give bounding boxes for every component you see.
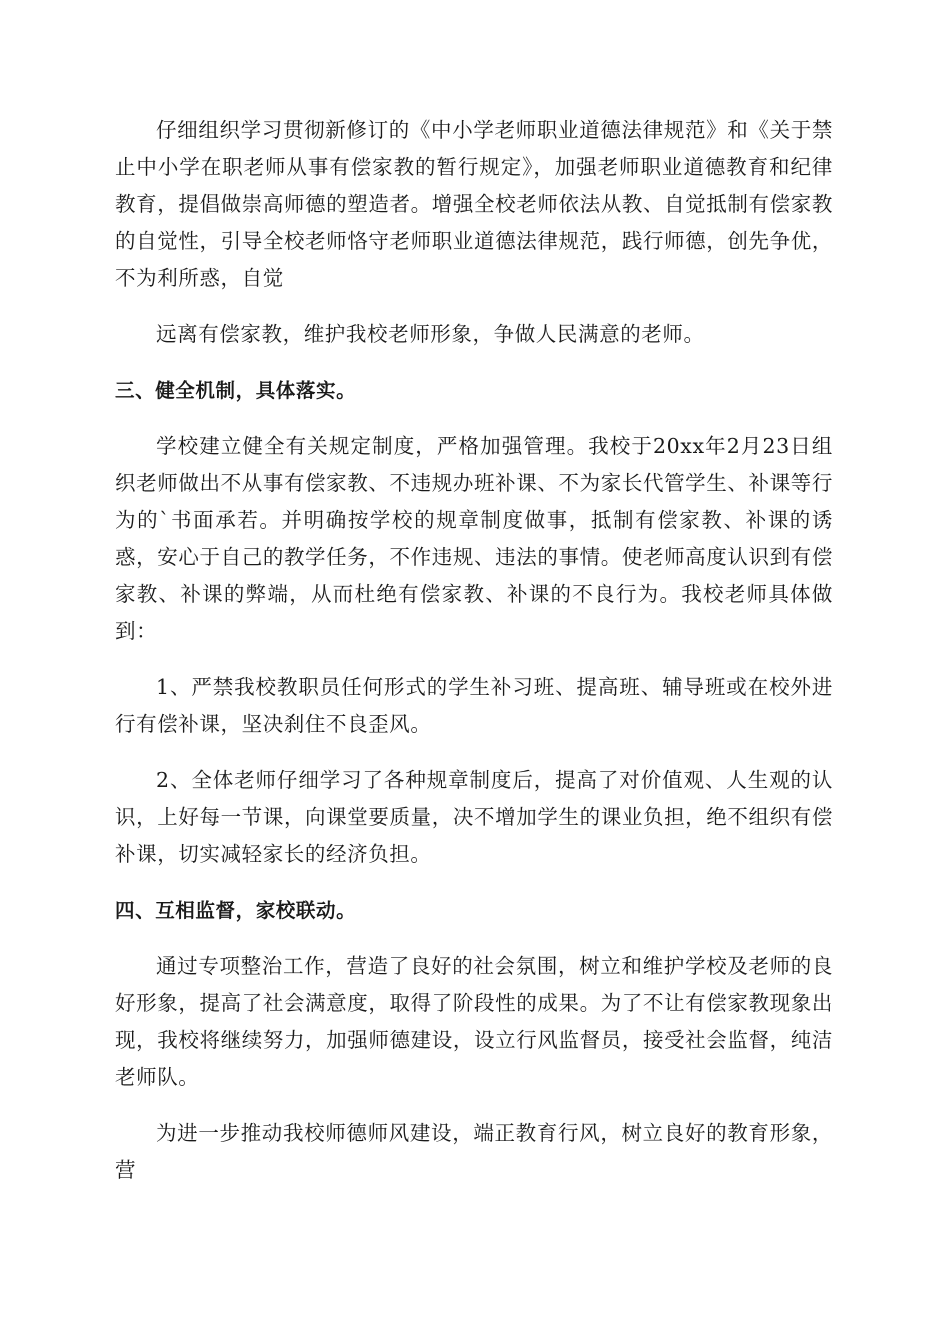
section-heading-4: 四、互相监督，家校联动。 <box>115 899 357 922</box>
document-page <box>115 112 833 1208</box>
paragraph-item-1: 1、严禁我校教职员任何形式的学生补习班、提高班、辅导班或在校外进行有偿补课，坚决刹住不良歪风。 <box>115 675 833 736</box>
paragraph-stay-away: 远离有偿家教，维护我校老师形象，争做人民满意的老师。 <box>156 322 705 346</box>
paragraph-study-regulations: 仔细组织学习贯彻新修订的《中小学老师职业道德法律规范》和《关于禁止中小学在职老师从事有偿家教的暂行规定》，加强老师职业道德教育和纪律教育，提倡做崇高师德的塑造者。增强全校老师依法从教、自觉抵制有偿家教的自觉性，引导全校老师恪守老师职业道德法律规范，践行师德，创先争优，不为利所惑，自觉 <box>115 118 833 290</box>
paragraph-mechanism: 学校建立健全有关规定制度，严格加强管理。我校于20xx年2月23日组织老师做出不从事有偿家教、不违规办班补课、不为家长代管学生、补课等行为的`书面承若。并明确按学校的规章制度做事，抵制有偿家教、补课的诱惑，安心于自己的教学任务，不作违规、违法的事情。使老师高度认识到有偿家教、补课的弊端，从而杜绝有偿家教、补课的不良行为。我校老师具体做到： <box>115 434 833 643</box>
section-heading-3: 三、健全机制，具体落实。 <box>115 379 357 402</box>
paragraph-item-2: 2、全体老师仔细学习了各种规章制度后，提高了对价值观、人生观的认识，上好每一节课，向课堂要质量，决不增加学生的课业负担，绝不组织有偿补课，切实减轻家长的经济负担。 <box>115 768 833 866</box>
paragraph-supervision: 通过专项整治工作，营造了良好的社会氛围，树立和维护学校及老师的良好形象，提高了社会满意度，取得了阶段性的成果。为了不让有偿家教现象出现，我校将继续努力，加强师德建设，设立行风监督员，接受社会监督，纯洁老师队。 <box>115 954 833 1089</box>
paragraph-further: 为进一步推动我校师德师风建设，端正教育行风，树立良好的教育形象，营 <box>115 1121 833 1182</box>
